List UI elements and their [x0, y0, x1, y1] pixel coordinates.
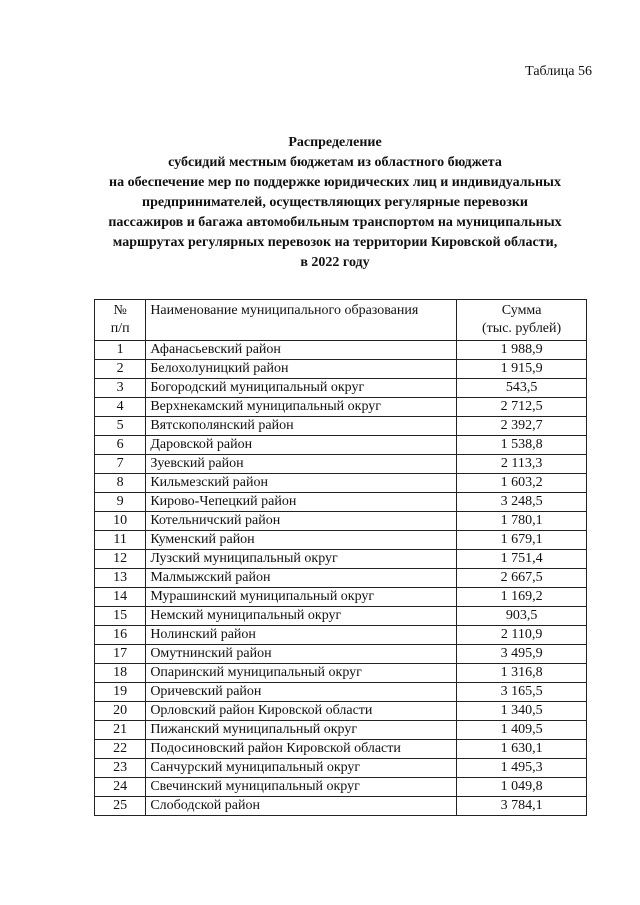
row-municipality-name: Нолинский район	[146, 626, 457, 645]
table-number-label: Таблица 56	[525, 64, 592, 79]
row-sum: 1 169,2	[457, 588, 587, 607]
row-municipality-name: Слободской район	[146, 797, 457, 816]
row-number: 8	[95, 474, 146, 493]
table-row	[95, 550, 587, 569]
row-sum: 2 667,5	[457, 569, 587, 588]
row-sum: 3 784,1	[457, 797, 587, 816]
row-sum: 2 392,7	[457, 417, 587, 436]
row-number: 20	[95, 702, 146, 721]
table-row	[95, 417, 587, 436]
title-line: в 2022 году	[300, 255, 370, 270]
row-municipality-name: Кильмезский район	[146, 474, 457, 493]
header-number-line2: п/п	[110, 321, 130, 336]
row-number: 6	[95, 436, 146, 455]
row-municipality-name: Лузский муниципальный округ	[146, 550, 457, 569]
table-row	[95, 531, 587, 550]
row-sum: 3 248,5	[457, 493, 587, 512]
table-row	[95, 645, 587, 664]
row-sum: 2 113,3	[457, 455, 587, 474]
row-number: 2	[95, 360, 146, 379]
row-number: 7	[95, 455, 146, 474]
title-line: Распределение	[288, 135, 382, 150]
row-municipality-name: Свечинский муниципальный округ	[146, 778, 457, 797]
row-sum: 3 165,5	[457, 683, 587, 702]
table-row	[95, 664, 587, 683]
row-number: 5	[95, 417, 146, 436]
subsidy-table	[94, 299, 587, 816]
header-number-line1: №	[113, 303, 127, 318]
row-number: 12	[95, 550, 146, 569]
table-row	[95, 626, 587, 645]
header-number	[95, 300, 146, 341]
row-municipality-name: Вятскополянский район	[146, 417, 457, 436]
row-number: 19	[95, 683, 146, 702]
row-municipality-name: Даровской район	[146, 436, 457, 455]
row-number: 11	[95, 531, 146, 550]
table-row	[95, 455, 587, 474]
row-number: 10	[95, 512, 146, 531]
row-number: 1	[95, 341, 146, 360]
row-sum: 2 712,5	[457, 398, 587, 417]
row-municipality-name: Орловский район Кировской области	[146, 702, 457, 721]
table-row	[95, 341, 587, 360]
row-number: 21	[95, 721, 146, 740]
document-title	[80, 133, 590, 273]
row-municipality-name: Верхнекамский муниципальный округ	[146, 398, 457, 417]
title-line: субсидий местным бюджетам из областного бюджета	[168, 155, 502, 170]
table-row	[95, 797, 587, 816]
row-municipality-name: Афанасьевский район	[146, 341, 457, 360]
row-sum: 1 630,1	[457, 740, 587, 759]
row-sum: 903,5	[457, 607, 587, 626]
row-municipality-name: Подосиновский район Кировской области	[146, 740, 457, 759]
row-sum: 1 049,8	[457, 778, 587, 797]
title-line: маршрутах регулярных перевозок на территории Кировской области,	[112, 235, 558, 250]
row-sum: 1 316,8	[457, 664, 587, 683]
row-number: 13	[95, 569, 146, 588]
row-municipality-name: Белохолуницкий район	[146, 360, 457, 379]
header-sum-line2: (тыс. рублей)	[482, 321, 562, 336]
row-sum: 1 538,8	[457, 436, 587, 455]
row-municipality-name: Куменский район	[146, 531, 457, 550]
table-row	[95, 474, 587, 493]
row-number: 14	[95, 588, 146, 607]
row-municipality-name: Мурашинский муниципальный округ	[146, 588, 457, 607]
table-row	[95, 493, 587, 512]
table-row	[95, 702, 587, 721]
row-municipality-name: Богородский муниципальный округ	[146, 379, 457, 398]
row-sum: 1 988,9	[457, 341, 587, 360]
table-row	[95, 569, 587, 588]
row-sum: 2 110,9	[457, 626, 587, 645]
row-sum: 3 495,9	[457, 645, 587, 664]
row-municipality-name: Санчурский муниципальный округ	[146, 759, 457, 778]
title-line: на обеспечение мер по поддержке юридических лиц и индивидуальных	[109, 175, 561, 190]
table-row	[95, 379, 587, 398]
row-municipality-name: Опаринский муниципальный округ	[146, 664, 457, 683]
table-row	[95, 398, 587, 417]
row-number: 22	[95, 740, 146, 759]
table-row	[95, 360, 587, 379]
table-row	[95, 436, 587, 455]
row-number: 4	[95, 398, 146, 417]
row-number: 15	[95, 607, 146, 626]
row-sum: 1 495,3	[457, 759, 587, 778]
row-sum: 1 409,5	[457, 721, 587, 740]
table-header-row	[95, 300, 587, 341]
row-municipality-name: Оричевский район	[146, 683, 457, 702]
title-line: предпринимателей, осуществляющих регулярные перевозки	[142, 195, 528, 210]
table-body	[95, 341, 587, 816]
row-municipality-name: Немский муниципальный округ	[146, 607, 457, 626]
table-row	[95, 588, 587, 607]
row-number: 23	[95, 759, 146, 778]
table-row	[95, 740, 587, 759]
row-number: 3	[95, 379, 146, 398]
row-sum: 1 915,9	[457, 360, 587, 379]
row-number: 17	[95, 645, 146, 664]
row-municipality-name: Пижанский муниципальный округ	[146, 721, 457, 740]
row-sum: 1 340,5	[457, 702, 587, 721]
row-municipality-name: Малмыжский район	[146, 569, 457, 588]
table-row	[95, 683, 587, 702]
row-sum: 1 603,2	[457, 474, 587, 493]
header-name: Наименование муниципального образования	[146, 300, 457, 341]
title-line: пассажиров и багажа автомобильным транспортом на муниципальных	[108, 215, 562, 230]
row-number: 16	[95, 626, 146, 645]
row-sum: 543,5	[457, 379, 587, 398]
table-row	[95, 512, 587, 531]
header-sum-line1: Сумма	[501, 303, 542, 318]
row-municipality-name: Зуевский район	[146, 455, 457, 474]
row-municipality-name: Кирово-Чепецкий район	[146, 493, 457, 512]
table-row	[95, 759, 587, 778]
row-sum: 1 679,1	[457, 531, 587, 550]
header-sum	[457, 300, 587, 341]
row-sum: 1 780,1	[457, 512, 587, 531]
table-row	[95, 778, 587, 797]
table-row	[95, 607, 587, 626]
row-number: 9	[95, 493, 146, 512]
row-number: 24	[95, 778, 146, 797]
row-number: 25	[95, 797, 146, 816]
table-row	[95, 721, 587, 740]
row-number: 18	[95, 664, 146, 683]
row-municipality-name: Котельничский район	[146, 512, 457, 531]
row-municipality-name: Омутнинский район	[146, 645, 457, 664]
row-sum: 1 751,4	[457, 550, 587, 569]
